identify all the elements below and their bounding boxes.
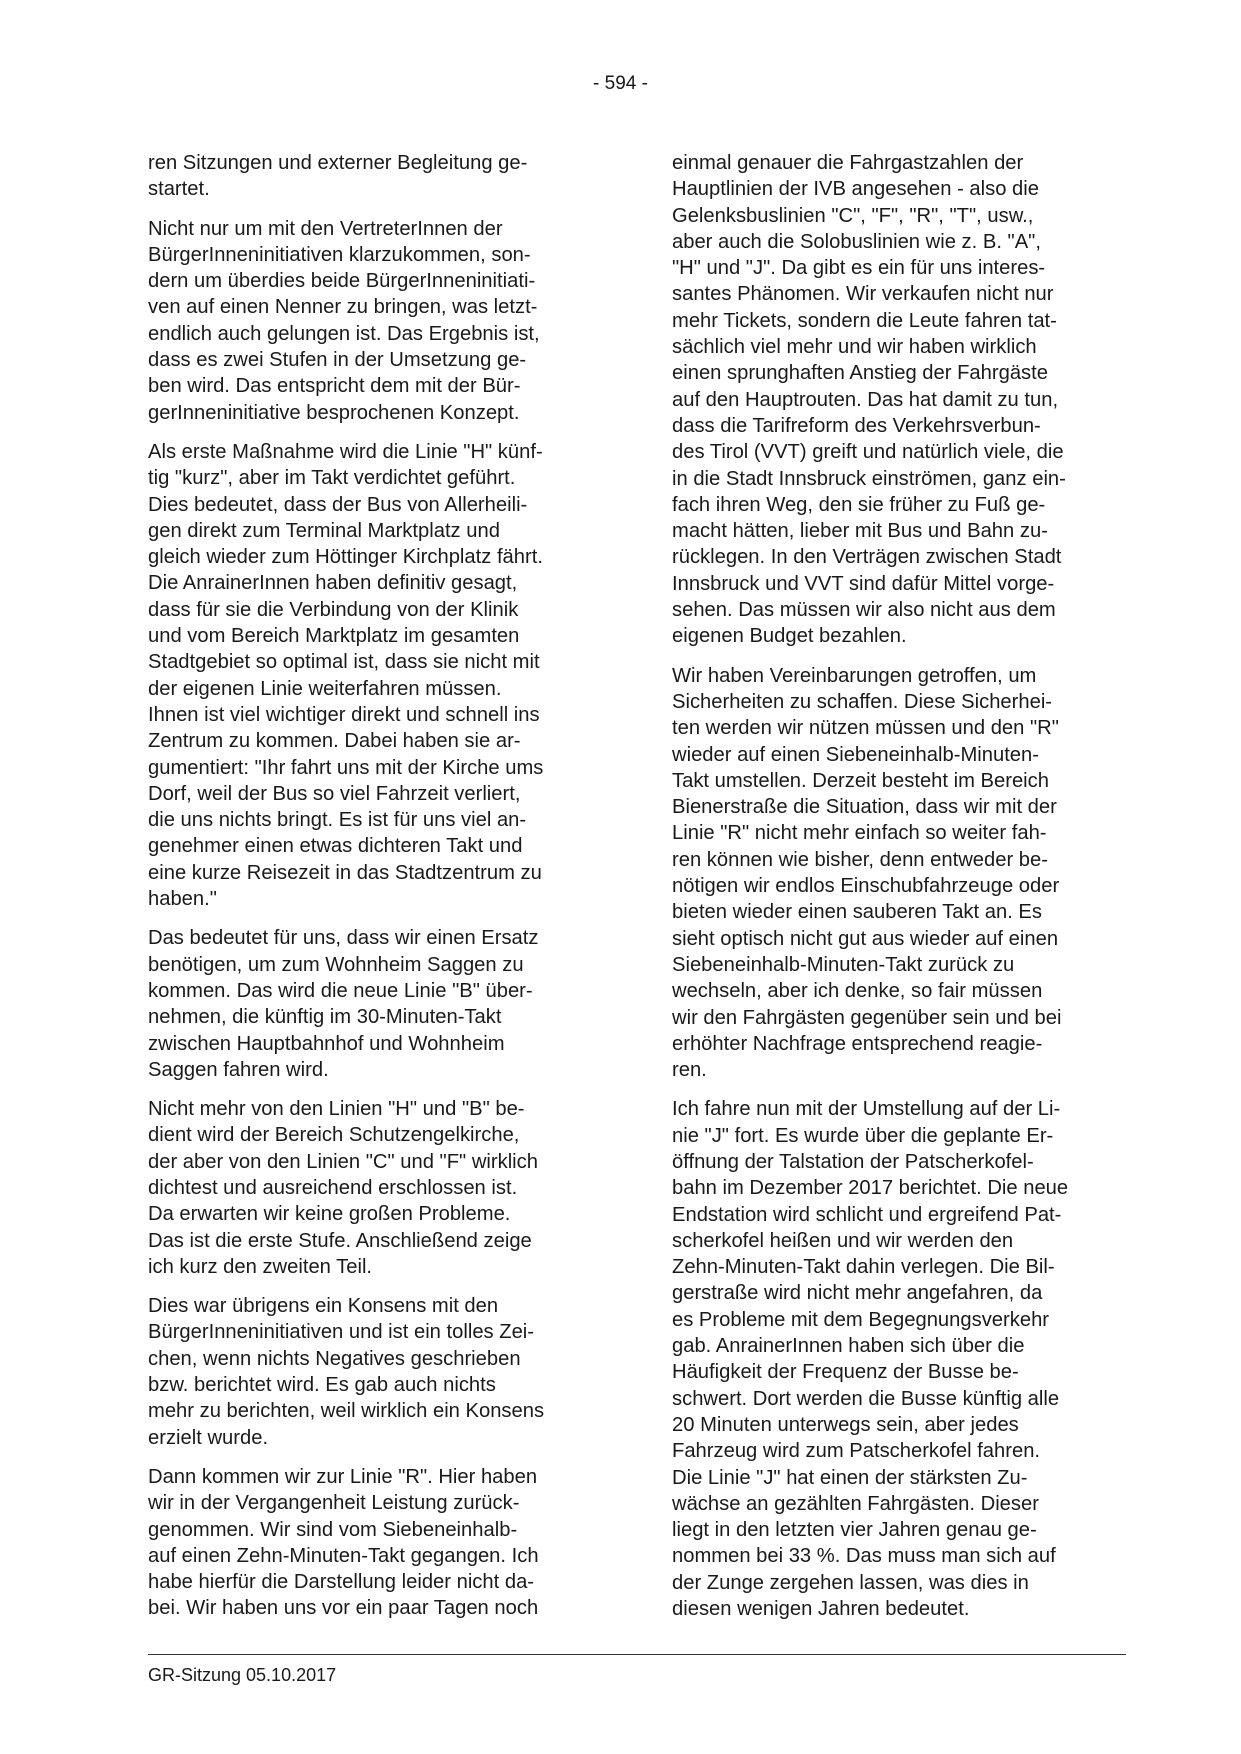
paragraph: Nicht mehr von den Linien "H" und "B" be- dient wird der Bereich Schutzengelkirche, der aber von den Linien "C" und "F" wirklich dichtest und ausreichend erschlossen ist. Da erwarten wir keine großen Probleme. Das ist die erste Stufe. Anschließend zeige ich kurz den zweiten Teil. — [148, 1098, 538, 1278]
paragraph: einmal genauer die Fahrgastzahlen der Hauptlinien der IVB angesehen - also die Gelenksbuslinien "C", "F", "R", "T", usw., aber auch die Solobuslinien wie z. B. "A", "H" und "J". Da gibt es ein für uns interes- santes Phänomen. Wir verkaufen nicht nur mehr Tickets, sondern die Leute fahren tat- sächlich viel mehr und wir haben wirklich einen sprunghaften Anstieg der Fahrgäste auf den Hauptrouten. Das hat damit zu tun, dass die Tarifreform des Verkehrsverbun- des Tirol (VVT) greift und natürlich viele, die in die Stadt Innsbruck einströmen, ganz ein- fach ihren Weg, den sie früher zu Fuß ge- macht hätten, lieber mit Bus und Bahn zu- rücklegen. In den Verträgen zwischen Stadt Innsbruck und VVT sind dafür Mittel vorge- sehen. Das müssen wir also nicht aus dem eigenen Budget bezahlen. — [672, 152, 1066, 648]
right-column — [672, 150, 1132, 1635]
paragraph: Nicht nur um mit den VertreterInnen der BürgerInneninitiativen klarzukommen, son- dern um überdies beide BürgerInneninitiati- ven auf einen Nenner zu bringen, was letzt- endlich auch gelungen ist. Das Ergebnis ist, dass es zwei Stufen in der Umsetzung ge- ben wird. Das entspricht dem mit der Bür- gerInneninitiative besprochenen Konzept. — [148, 217, 540, 424]
paragraph: Ich fahre nun mit der Umstellung auf der Li- nie "J" fort. Es wurde über die geplante Er- öffnung der Talstation der Patscherkofel- bahn im Dezember 2017 berichtet. Die neue Endstation wird schlicht und ergreifend Pat- scherkofel heißen und wir werden den Zehn-Minuten-Takt dahin verlegen. Die Bil- gerstraße wird nicht mehr angefahren, da es Probleme mit dem Begegnungsverkehr gab. AnrainerInnen haben sich über die Häufigkeit der Frequenz der Busse be- schwert. Dort werden die Busse künftig alle 20 Minuten unterwegs sein, aber jedes Fahrzeug wird zum Patscherkofel fahren. Die Linie "J" hat einen der stärksten Zu- wächse an gezählten Fahrgästen. Dieser liegt in den letzten vier Jahren genau ge- nommen bei 33 %. Das muss man sich auf der Zunge zergehen lassen, was dies in diesen wenigen Jahren bedeutet. — [672, 1098, 1069, 1621]
left-column — [148, 150, 608, 1635]
paragraph: ren Sitzungen und externer Begleitung ge- startet. — [148, 152, 528, 201]
paragraph: Wir haben Vereinbarungen getroffen, um Sicherheiten zu schaffen. Diese Sicherhei- ten werden wir nützen müssen und den "R" wieder auf einen Siebeneinhalb-Minuten- Takt umstellen. Derzeit besteht im Bereich Bienerstraße die Situation, dass wir mit der Linie "R" nicht mehr einfach so weiter fah- ren können wie bisher, denn entweder be- nötigen wir endlos Einschubfahrzeuge oder bieten wieder einen sauberen Takt an. Es sieht optisch nicht gut aus wieder auf einen Siebeneinhalb-Minuten-Takt zurück zu wechseln, aber ich denke, so fair müssen wir den Fahrgästen gegenüber sein und bei erhöhter Nachfrage entsprechend reagie- ren. — [672, 664, 1062, 1082]
paragraph: Das bedeutet für uns, dass wir einen Ersatz benötigen, um zum Wohnheim Saggen zu kommen. Das wird die neue Linie "B" über- nehmen, die künftig im 30-Minuten-Takt zwischen Hauptbahnhof und Wohnheim Saggen fahren wird. — [148, 927, 539, 1081]
footer-divider — [148, 1654, 1126, 1655]
page-number: - 594 - — [593, 73, 648, 94]
paragraph: Dann kommen wir zur Linie "R". Hier haben wir in der Vergangenheit Leistung zurück- genommen. Wir sind vom Siebeneinhalb- auf einen Zehn-Minuten-Takt gegangen. Ich habe hierfür die Darstellung leider nicht da- bei. Wir haben uns vor ein paar Tagen noch — [148, 1465, 539, 1620]
paragraph: Als erste Maßnahme wird die Linie "H" künf- tig "kurz", aber im Takt verdichtet geführt. Dies bedeutet, dass der Bus von Allerheili- gen direkt zum Terminal Marktplatz und gleich wieder zum Höttinger Kirchplatz fährt. Die AnrainerInnen haben definitiv gesagt, dass für sie die Verbindung von der Klinik und vom Bereich Marktplatz im gesamten Stadtgebiet so optimal ist, dass sie nicht mit der eigenen Linie weiterfahren müssen. Ihnen ist viel wichtiger direkt und schnell ins Zentrum zu kommen. Dabei haben sie ar- gumentiert: "Ihr fahrt uns mit der Kirche ums Dorf, weil der Bus so viel Fahrzeit verliert, die uns nichts bringt. Es ist für uns viel an- genehmer einen etwas dichteren Takt und eine kurze Reisezeit in das Stadtzentrum zu haben." — [148, 440, 544, 911]
paragraph: Dies war übrigens ein Konsens mit den BürgerInneninitiativen und ist ein tolles Zei- chen, wenn nichts Negatives geschrieben bzw. berichtet wird. Es gab auch nichts mehr zu berichten, weil wirklich ein Konsens erzielt wurde. — [148, 1295, 545, 1449]
footer-text: GR-Sitzung 05.10.2017 — [148, 1665, 337, 1685]
